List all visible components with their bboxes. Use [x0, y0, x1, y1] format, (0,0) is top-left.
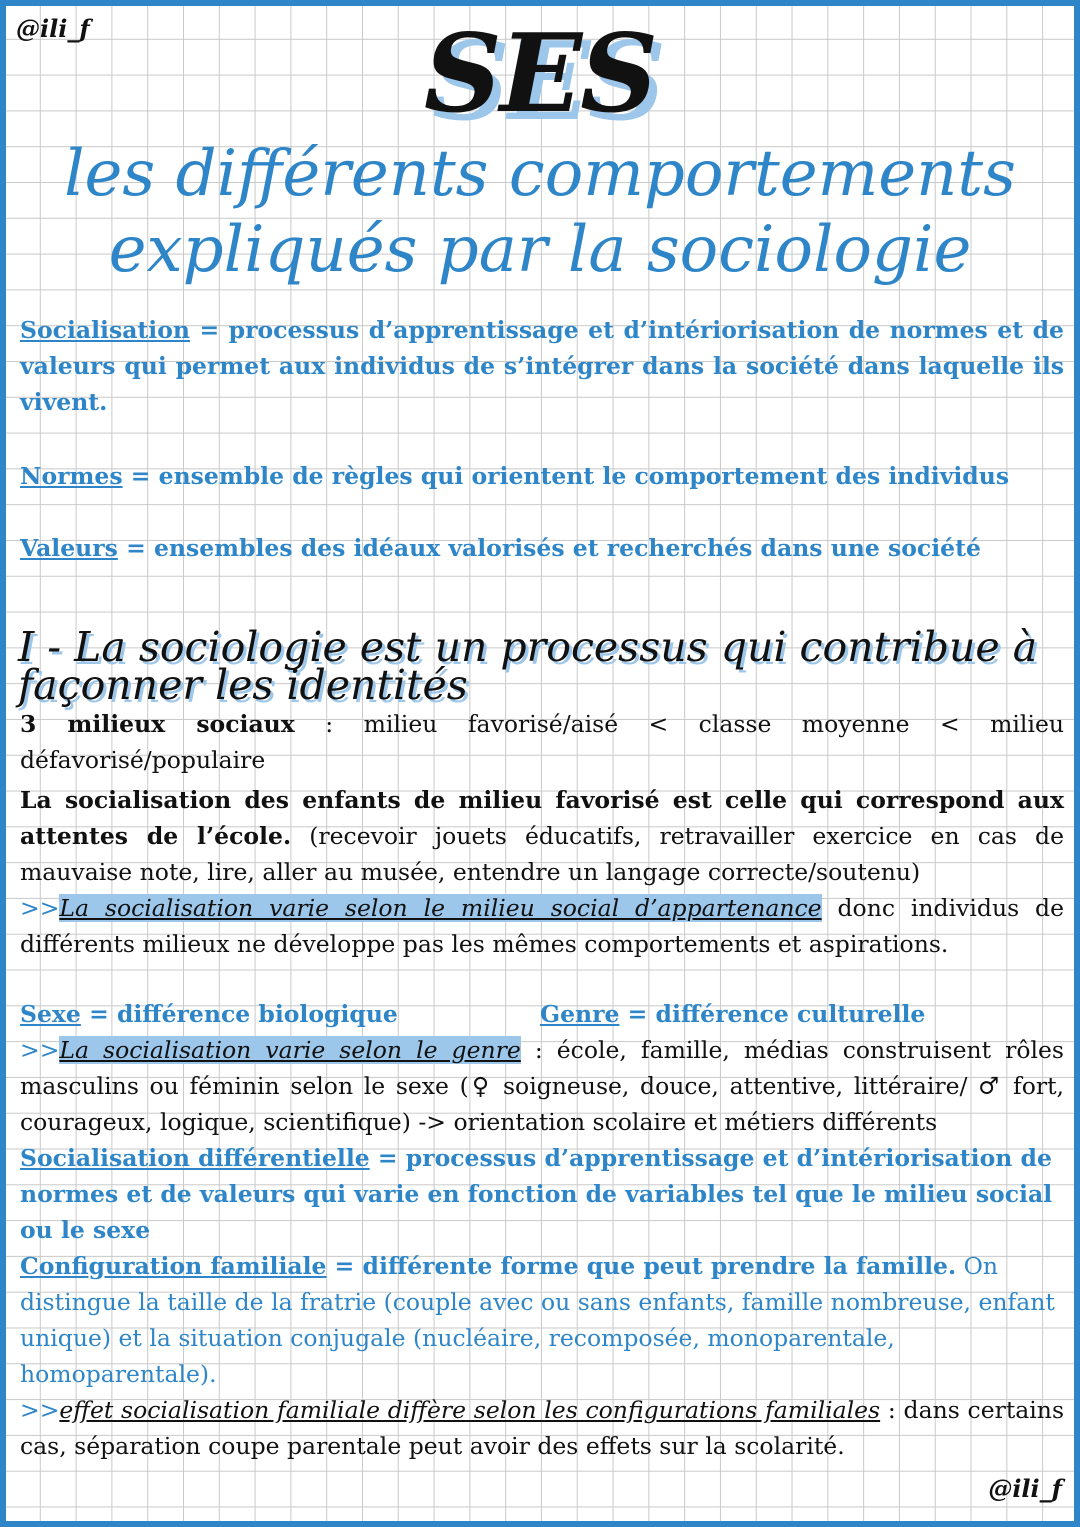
section-1-title: I - La sociologie est un processus qui contribue à façonner les identités [18, 623, 1038, 709]
author-handle-top: @ili_f [16, 14, 90, 43]
definition-socialisation [20, 312, 1064, 420]
arrow-marker: >> [20, 894, 60, 922]
author-handle-bottom: @ili_f [988, 1474, 1062, 1503]
definition-valeurs [20, 530, 1064, 566]
term-socialisation-differentielle: Socialisation différentielle [20, 1144, 370, 1172]
term-configuration-familiale: Configuration familiale [20, 1252, 327, 1280]
favorise-paragraph [20, 782, 1064, 890]
genre-part [540, 996, 925, 1032]
def-genre: = différence culturelle [619, 1000, 926, 1028]
arrow-marker: >> [20, 1396, 60, 1424]
term-sexe: Sexe [20, 1000, 81, 1028]
definition-normes [20, 458, 1064, 494]
definition-socialisation-differentielle [20, 1140, 1064, 1248]
genre-conclusion [20, 1032, 1064, 1140]
genre-highlight: La socialisation varie selon le genre [59, 1036, 521, 1064]
def-normes: = ensemble de règles qui orientent le comportement des individus [122, 462, 1010, 490]
term-socialisation: Socialisation [20, 316, 190, 344]
def-socialisation: = processus d’apprentissage et d’intériorisation de normes et de valeurs qui permet aux individus de s’intégrer dans la société dans laquelle ils vivent. [20, 316, 1064, 416]
milieu-conclusion [20, 890, 1064, 962]
favorise-statement: La socialisation des enfants de milieu favorisé est celle qui correspond aux attentes de l’école. [20, 786, 1064, 850]
term-valeurs: Valeurs [20, 534, 118, 562]
milieux-label: 3 milieux sociaux [20, 710, 295, 738]
effet-rest: : dans certains cas, séparation coupe parentale peut avoir des effets sur la scolarité. [20, 1396, 1064, 1460]
definition-configuration-familiale [20, 1248, 1064, 1392]
milieux-sociaux-paragraph [20, 706, 1064, 778]
term-normes: Normes [20, 462, 123, 490]
subject-title: SES [423, 11, 657, 137]
def-socialisation-differentielle: = processus d’apprentissage et d’intériorisation de normes et de valeurs qui varie en fonction de variables tel que le milieu social ou le sexe [20, 1144, 1053, 1244]
def-sexe: = différence biologique [80, 1000, 398, 1028]
milieu-rest: donc individus de différents milieux ne développe pas les mêmes comportements et aspirations. [20, 894, 1064, 958]
page-title-line-2: expliqués par la sociologie [108, 213, 972, 287]
sexe-genre-definitions [20, 996, 1064, 1032]
effet-conclusion [20, 1392, 1064, 1464]
genre-rest: : école, famille, médias construisent rôles masculins ou féminin selon le sexe (♀ soigneuse, douce, attentive, littéraire/ ♂ fort, courageux, logique, scientifique) -> orientation scolaire et métiers différents [20, 1036, 1064, 1136]
sexe-part [20, 1000, 398, 1028]
milieux-text: : milieu favorisé/aisé < classe moyenne < milieu défavorisé/populaire [20, 710, 1065, 774]
favorise-examples: (recevoir jouets éducatifs, retravailler exercice en cas de mauvaise note, lire, aller au musée, entendre un langage correcte/soutenu) [20, 822, 1064, 886]
arrow-marker: >> [20, 1036, 60, 1064]
def-valeurs: = ensembles des idéaux valorisés et recherchés dans une société [117, 534, 981, 562]
page-title-line-1: les différents comportements [64, 137, 1016, 211]
configuration-details: On distingue la taille de la fratrie (couple avec ou sans enfants, famille nombreuse, enfant unique) et la situation conjugale (nucléaire, recomposée, monoparentale, homoparentale). [20, 1252, 1055, 1388]
term-genre: Genre [540, 1000, 620, 1028]
effet-statement: effet socialisation familiale diffère selon les configurations familiales [59, 1396, 881, 1424]
def-configuration-familiale: = différente forme que peut prendre la famille. [326, 1252, 957, 1280]
milieu-highlight: La socialisation varie selon le milieu social d’appartenance [59, 894, 822, 922]
